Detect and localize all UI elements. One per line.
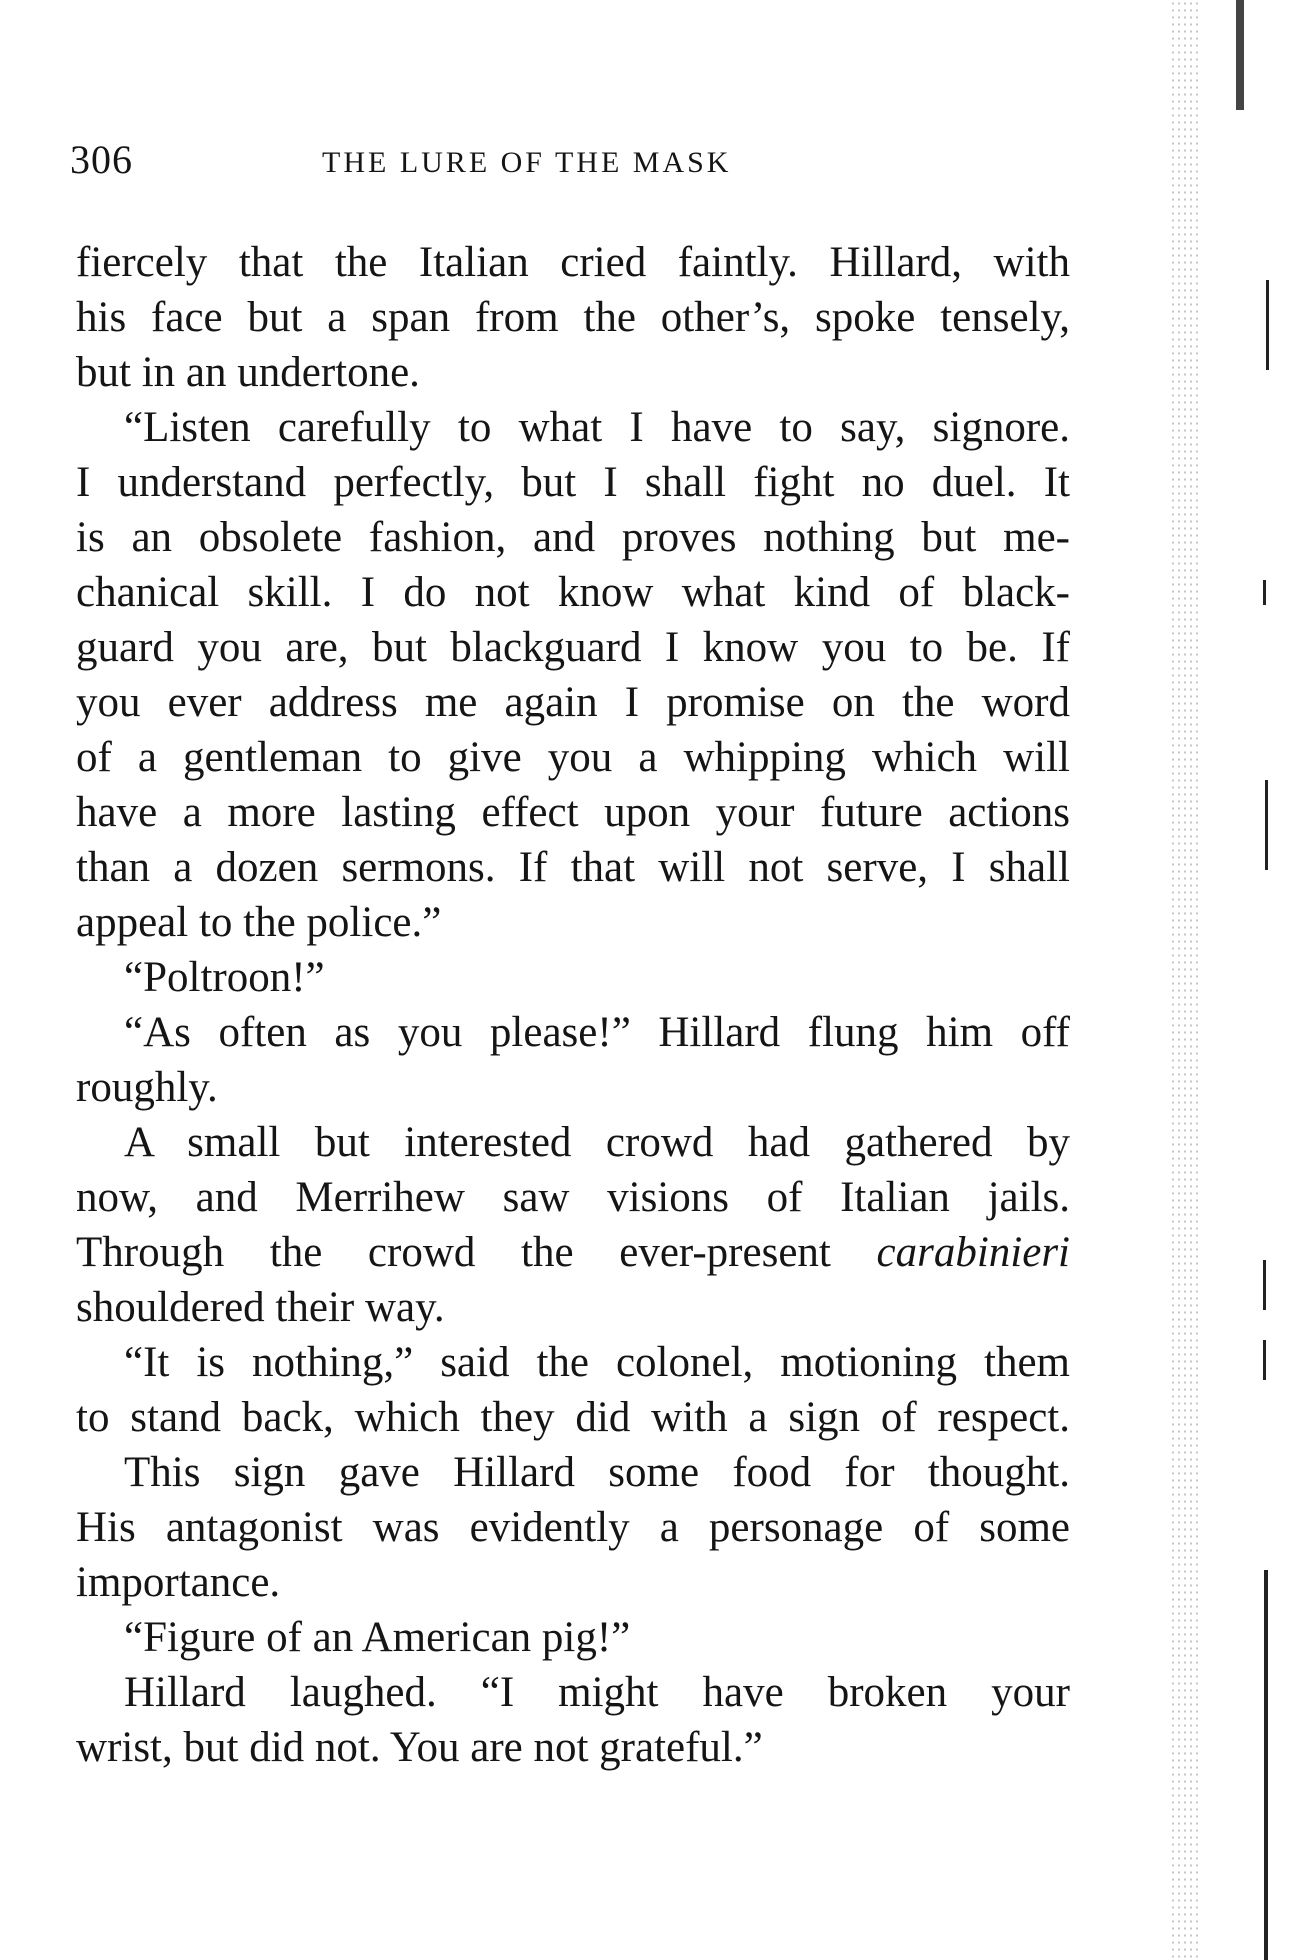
paragraph-start-line: A small but interested crowd had gathered by [124, 1119, 1070, 1166]
paragraph-start-line: “Poltroon!” [124, 954, 325, 1001]
text-line: is an obsolete fashion, and proves nothing but me- [76, 514, 1070, 561]
scan-edge-line [1263, 1340, 1266, 1380]
scan-edge-line [1263, 1260, 1266, 1310]
text-line: guard you are, but blackguard I know you to be. If [76, 624, 1070, 671]
paragraph-start-line: “Listen carefully to what I have to say, signore. [124, 404, 1070, 451]
text-line: but in an undertone. [76, 349, 420, 396]
text-line: than a dozen sermons. If that will not serve, I shall [76, 844, 1070, 891]
paragraph-start-line: “It is nothing,” said the colonel, motioning them [124, 1339, 1070, 1386]
body-text [76, 235, 1070, 1775]
scan-edge-line [1265, 780, 1268, 870]
text-segment: Through the crowd the ever-present [76, 1229, 831, 1276]
running-head: THE LURE OF THE MASK [322, 146, 732, 179]
text-line: appeal to the police.” [76, 899, 442, 946]
text-line: roughly. [76, 1064, 218, 1111]
scan-edge-line [1263, 580, 1266, 605]
text-line: fiercely that the Italian cried faintly. Hillard, with [76, 239, 1070, 286]
paragraph-start-line: “As often as you please!” Hillard flung him off [124, 1009, 1070, 1056]
text-line: shouldered their way. [76, 1284, 445, 1331]
text-line: chanical skill. I do not know what kind of black- [76, 569, 1070, 616]
scan-noise [1170, 0, 1200, 1960]
text-line: of a gentleman to give you a whipping which will [76, 734, 1070, 781]
scan-edge-line [1266, 280, 1269, 370]
text-line: have a more lasting effect upon your future actions [76, 789, 1070, 836]
text-line [76, 1225, 1070, 1280]
text-line: importance. [76, 1559, 281, 1606]
scan-edge-line [1236, 0, 1244, 110]
text-line: his face but a span from the other’s, spoke tensely, [76, 294, 1070, 341]
text-line: to stand back, which they did with a sign of respect. [76, 1394, 1070, 1441]
scan-edge-line [1264, 1570, 1268, 1960]
paragraph-start-line: Hillard laughed. “I might have broken your [124, 1669, 1070, 1716]
text-line: I understand perfectly, but I shall fight no duel. It [76, 459, 1070, 506]
paragraph-start-line: “Figure of an American pig!” [124, 1614, 631, 1661]
text-line: wrist, but did not. You are not grateful.” [76, 1724, 763, 1771]
text-line: His antagonist was evidently a personage of some [76, 1504, 1070, 1551]
paragraph-start-line: This sign gave Hillard some food for thought. [124, 1449, 1070, 1496]
italic-word: carabinieri [876, 1229, 1070, 1276]
text-line: now, and Merrihew saw visions of Italian jails. [76, 1174, 1070, 1221]
text-line: you ever address me again I promise on the word [76, 679, 1070, 726]
page-number: 306 [70, 137, 133, 182]
